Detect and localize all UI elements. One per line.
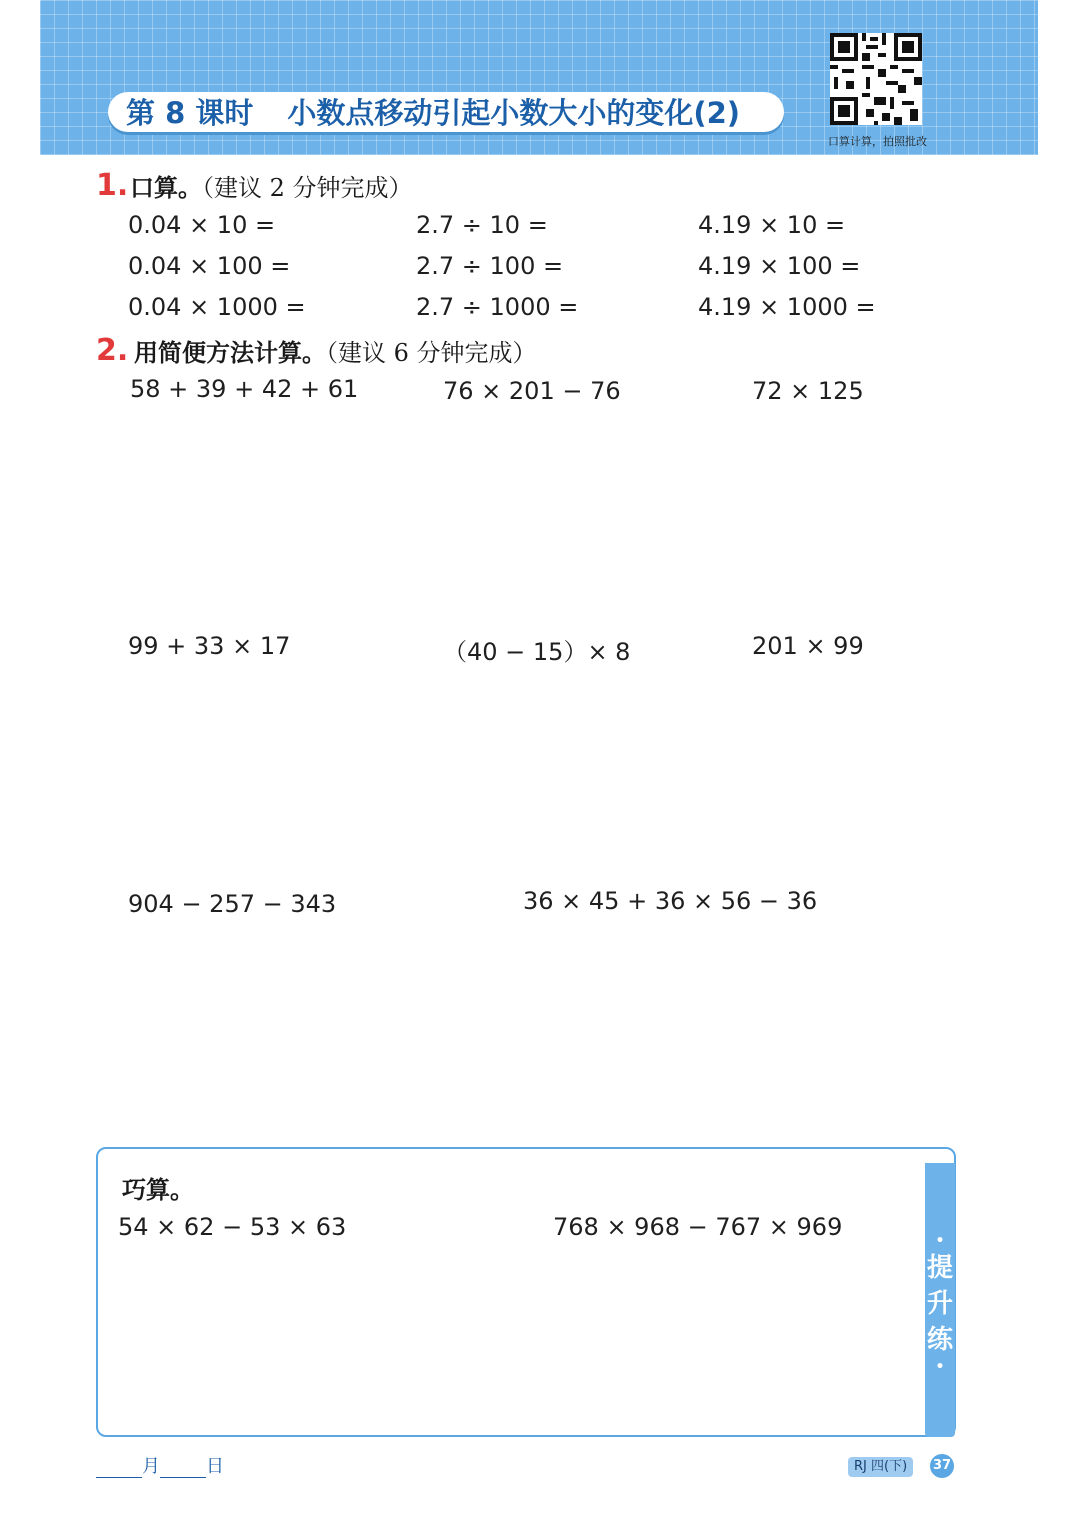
oral-item: 2.7 ÷ 100 = [416,252,564,280]
calc-item: 72 × 125 [752,377,864,405]
dot-icon: • [935,1359,945,1375]
calc-item: （40 − 15）× 8 [443,638,631,666]
oral-item: 0.04 × 10 = [128,211,276,239]
calc-item: 99 + 33 × 17 [128,632,291,660]
qr-code-icon[interactable] [830,33,922,125]
oral-item: 0.04 × 100 = [128,252,291,280]
question-1-hint: （建议 2 分钟完成） [202,174,413,202]
day-label: 日 [206,1456,224,1477]
question-1-title [130,168,413,203]
question-2-label: 用简便方法计算。 [134,339,326,367]
calc-item: 58 + 39 + 42 + 61 [130,375,359,403]
question-2-number: 2. [96,333,129,368]
dot-icon: • [935,1233,945,1249]
question-2-hint: （建议 6 分钟完成） [326,339,537,367]
oral-item: 2.7 ÷ 10 = [416,211,548,239]
question-2-title [134,333,537,368]
month-label: 月 [142,1456,160,1477]
lesson-title: 小数点移动引起小数大小的变化(2) [287,96,741,130]
challenge-item: 54 × 62 − 53 × 63 [118,1213,347,1241]
side-tab-char: 练 [926,1325,953,1355]
challenge-title: 巧算。 [122,1176,194,1204]
qr-caption: 口算计算，拍照批改 [828,135,927,148]
oral-item: 4.19 × 1000 = [698,293,876,321]
calc-item: 201 × 99 [752,632,864,660]
oral-item: 2.7 ÷ 1000 = [416,293,579,321]
page-number: 37 [930,1454,954,1478]
month-blank[interactable] [96,1459,142,1478]
question-1-number: 1. [96,168,129,203]
challenge-box [96,1147,956,1437]
challenge-item: 768 × 968 − 767 × 969 [553,1213,843,1241]
side-tab-label [925,1232,955,1376]
calc-item: 76 × 201 − 76 [443,377,621,405]
side-tab-char: 升 [926,1289,953,1319]
question-1-label: 口算。 [130,174,202,202]
qr-code-graphic [830,33,922,125]
calc-item: 904 − 257 − 343 [128,890,337,918]
day-blank[interactable] [160,1459,206,1478]
page-title [126,94,740,132]
oral-item: 4.19 × 10 = [698,211,846,239]
oral-item: 0.04 × 1000 = [128,293,306,321]
edition-tag: RJ 四(下) [848,1457,913,1477]
calc-item: 36 × 45 + 36 × 56 − 36 [523,887,818,915]
oral-item: 4.19 × 100 = [698,252,861,280]
lesson-number: 第 8 课时 [126,96,254,130]
side-tab-char: 提 [926,1253,953,1283]
date-field [96,1452,224,1478]
